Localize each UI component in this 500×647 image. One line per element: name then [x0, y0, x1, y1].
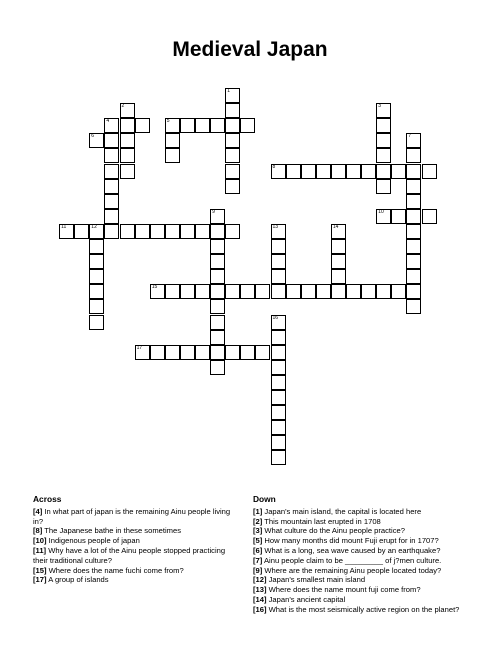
grid-cell[interactable] [422, 164, 437, 179]
grid-cell[interactable] [165, 118, 180, 133]
clue-number-label: 11 [61, 223, 67, 230]
grid-cell[interactable] [271, 375, 286, 390]
clue-number: [14] [253, 594, 267, 604]
grid-cell[interactable] [104, 164, 119, 179]
clue-number-label: 17 [136, 344, 143, 351]
grid-cell[interactable] [271, 254, 286, 269]
grid-cell[interactable] [210, 360, 225, 375]
grid-cell[interactable] [301, 164, 316, 179]
grid-cell[interactable] [195, 345, 210, 360]
grid-cell[interactable] [301, 284, 316, 299]
clue-number: [12] [253, 575, 267, 585]
down-clue [253, 526, 478, 536]
clue-text: In what part of japan is the remaining Ainu people living in? [33, 506, 231, 526]
grid-cell[interactable] [104, 133, 119, 148]
grid-cell[interactable] [74, 224, 89, 239]
grid-cell[interactable] [316, 284, 331, 299]
grid-cell[interactable] [271, 284, 286, 299]
clue-text: Japan's smallest main island [266, 575, 366, 585]
grid-cell[interactable] [346, 164, 361, 179]
grid-cell[interactable] [89, 315, 104, 330]
grid-cell[interactable] [406, 269, 421, 284]
grid-cell[interactable] [406, 133, 421, 148]
down-clue [253, 575, 478, 585]
grid-cell[interactable] [271, 224, 286, 239]
grid-cell[interactable] [150, 345, 165, 360]
clue-number: [1] [253, 506, 263, 516]
grid-cell[interactable] [89, 269, 104, 284]
grid-cell[interactable] [391, 164, 406, 179]
down-clue [253, 585, 478, 595]
grid-cell[interactable] [59, 224, 74, 239]
clue-number-label: 13 [272, 223, 279, 230]
grid-cell[interactable] [210, 254, 225, 269]
grid-cell[interactable] [255, 345, 270, 360]
grid-cell[interactable] [225, 179, 240, 194]
grid-cell[interactable] [376, 179, 391, 194]
grid-cell[interactable] [271, 435, 286, 450]
clue-number: [16] [253, 604, 267, 614]
grid-cell[interactable] [195, 284, 210, 299]
clue-number-label: 10 [378, 208, 384, 215]
grid-cell[interactable] [225, 148, 240, 163]
grid-cell[interactable] [376, 209, 391, 224]
down-clue [253, 566, 478, 576]
grid-cell[interactable] [165, 224, 180, 239]
grid-cell[interactable] [89, 284, 104, 299]
grid-cell[interactable] [225, 103, 240, 118]
grid-cell[interactable] [271, 450, 286, 465]
grid-cell[interactable] [271, 420, 286, 435]
grid-cell[interactable] [104, 194, 119, 209]
grid-cell[interactable] [210, 269, 225, 284]
grid-cell[interactable] [422, 209, 437, 224]
grid-cell[interactable] [376, 164, 391, 179]
clue-text: How many months did mount Fuji erupt for in 1707? [262, 536, 439, 546]
grid-cell[interactable] [210, 299, 225, 314]
grid-cell[interactable] [255, 284, 270, 299]
grid-cell[interactable] [376, 284, 391, 299]
grid-cell[interactable] [376, 103, 391, 118]
clue-number-label: 1 [227, 88, 230, 94]
grid-cell[interactable] [406, 194, 421, 209]
across-clues [33, 495, 233, 585]
grid-cell[interactable] [225, 284, 240, 299]
down-clue-list [253, 507, 478, 615]
grid-cell[interactable] [391, 284, 406, 299]
grid-cell[interactable] [120, 133, 135, 148]
clue-number-label: 7 [408, 133, 412, 140]
grid-cell[interactable] [271, 390, 286, 405]
grid-cell[interactable] [165, 284, 180, 299]
across-clue [33, 526, 233, 536]
grid-cell[interactable] [120, 148, 135, 163]
down-heading: Down [253, 494, 276, 504]
clue-number: [13] [253, 585, 267, 595]
clue-number-label: 6 [91, 133, 95, 140]
grid-cell[interactable] [135, 224, 150, 239]
clue-number-label: 2 [121, 103, 125, 110]
grid-cell[interactable] [391, 209, 406, 224]
clue-text: A group of islands [46, 575, 109, 585]
grid-cell[interactable] [331, 239, 346, 254]
down-clue [253, 536, 478, 546]
clue-number-label: 4 [106, 118, 110, 125]
clue-text: Japan's ancient capital [266, 594, 346, 604]
grid-cell[interactable] [361, 284, 376, 299]
grid-cell[interactable] [376, 148, 391, 163]
grid-cell[interactable] [271, 405, 286, 420]
grid-cell[interactable] [180, 345, 195, 360]
grid-cell[interactable] [331, 164, 346, 179]
clue-number: [3] [253, 526, 263, 536]
grid-cell[interactable] [135, 345, 150, 360]
grid-cell[interactable] [331, 254, 346, 269]
grid-cell[interactable] [89, 299, 104, 314]
across-clue [33, 536, 233, 546]
grid-cell[interactable] [240, 345, 255, 360]
grid-cell[interactable] [271, 164, 286, 179]
grid-cell[interactable] [406, 164, 421, 179]
clue-number: [17] [33, 575, 47, 585]
grid-cell[interactable] [406, 179, 421, 194]
clue-text: The Japanese bathe in these sometimes [42, 526, 182, 536]
down-clue [253, 595, 478, 605]
clue-text: Indigenous people of japan [46, 536, 140, 546]
grid-cell[interactable] [271, 315, 286, 330]
clue-number: [15] [33, 565, 47, 575]
grid-cell[interactable] [89, 254, 104, 269]
clue-number-label: 9 [212, 208, 215, 215]
grid-cell[interactable] [120, 103, 135, 118]
grid-cell[interactable] [240, 118, 255, 133]
grid-cell[interactable] [210, 345, 225, 360]
clue-number: [4] [33, 506, 43, 516]
grid-cell[interactable] [165, 345, 180, 360]
down-clue [253, 546, 478, 556]
clue-number: [8] [33, 526, 43, 536]
grid-cell[interactable] [225, 118, 240, 133]
down-clue [253, 605, 478, 615]
grid-cell[interactable] [104, 118, 119, 133]
clue-number: [11] [33, 545, 47, 555]
clue-text: Where does the name fuchi come from? [46, 565, 184, 575]
grid-cell[interactable] [225, 345, 240, 360]
grid-cell[interactable] [225, 164, 240, 179]
grid-cell[interactable] [331, 284, 346, 299]
clue-number-label: 15 [151, 284, 158, 291]
grid-cell[interactable] [104, 224, 119, 239]
clue-number-label: 5 [166, 118, 170, 125]
grid-cell[interactable] [180, 284, 195, 299]
grid-cell[interactable] [120, 164, 135, 179]
grid-cell[interactable] [180, 118, 195, 133]
clue-number: [9] [253, 565, 263, 575]
grid-cell[interactable] [225, 224, 240, 239]
across-clue-list [33, 507, 233, 585]
grid-cell[interactable] [150, 224, 165, 239]
grid-cell[interactable] [361, 164, 376, 179]
grid-cell[interactable] [286, 164, 301, 179]
grid-cell[interactable] [271, 360, 286, 375]
grid-cell[interactable] [331, 224, 346, 239]
grid-cell[interactable] [210, 224, 225, 239]
grid-cell[interactable] [316, 164, 331, 179]
grid-cell[interactable] [150, 284, 165, 299]
down-clue [253, 507, 478, 517]
grid-cell[interactable] [165, 148, 180, 163]
grid-cell[interactable] [210, 315, 225, 330]
grid-cell[interactable] [104, 209, 119, 224]
clue-number-label: 12 [91, 223, 97, 230]
down-clue [253, 556, 478, 566]
grid-cell[interactable] [210, 284, 225, 299]
down-clues [253, 495, 478, 615]
grid-cell[interactable] [240, 284, 255, 299]
grid-cell[interactable] [406, 224, 421, 239]
grid-cell[interactable] [195, 224, 210, 239]
clue-number-label: 16 [272, 314, 279, 321]
grid-cell[interactable] [89, 133, 104, 148]
across-clue [33, 507, 233, 527]
grid-cell[interactable] [104, 148, 119, 163]
clue-text: Ainu people claim to be _________ of j?men culture. [262, 555, 442, 565]
across-clue [33, 575, 233, 585]
grid-cell[interactable] [271, 269, 286, 284]
clue-number: [10] [33, 536, 47, 546]
grid-cell[interactable] [286, 284, 301, 299]
grid-cell[interactable] [406, 284, 421, 299]
grid-cell[interactable] [210, 118, 225, 133]
clue-number-label: 8 [272, 163, 276, 170]
grid-cell[interactable] [210, 330, 225, 345]
grid-cell[interactable] [165, 133, 180, 148]
clue-text: What culture do the Ainu people practice? [262, 526, 405, 536]
grid-cell[interactable] [271, 345, 286, 360]
grid-cell[interactable] [271, 239, 286, 254]
grid-cell[interactable] [135, 118, 150, 133]
clue-text: What is the most seismically active region on the planet? [266, 604, 460, 614]
clue-text: Japan's main island, the capital is located here [262, 506, 422, 516]
grid-cell[interactable] [331, 269, 346, 284]
grid-cell[interactable] [406, 239, 421, 254]
grid-cell[interactable] [89, 239, 104, 254]
clue-text: This mountain last erupted in 1708 [262, 516, 381, 526]
grid-cell[interactable] [376, 133, 391, 148]
clue-number: [7] [253, 555, 263, 565]
grid-cell[interactable] [120, 224, 135, 239]
clue-text: What is a long, sea wave caused by an earthquake? [262, 545, 441, 555]
grid-cell[interactable] [225, 133, 240, 148]
page-title: Medieval Japan [172, 38, 328, 61]
grid-cell[interactable] [89, 224, 104, 239]
across-heading: Across [33, 494, 62, 504]
grid-cell[interactable] [180, 224, 195, 239]
across-clue [33, 566, 233, 576]
grid-cell[interactable] [376, 118, 391, 133]
grid-cell[interactable] [225, 88, 240, 103]
grid-cell[interactable] [104, 179, 119, 194]
clue-text: Where does the name mount fuji come from? [266, 585, 421, 595]
grid-cell[interactable] [406, 148, 421, 163]
across-clue [33, 546, 233, 566]
clue-number-label: 14 [332, 223, 339, 230]
grid-cell[interactable] [271, 330, 286, 345]
clue-text: Why have a lot of the Ainu people stopped practicing their traditional culture? [33, 545, 226, 565]
grid-cell[interactable] [406, 299, 421, 314]
grid-cell[interactable] [120, 118, 135, 133]
grid-cell[interactable] [210, 209, 225, 224]
clue-number: [2] [253, 516, 263, 526]
clue-number: [6] [253, 545, 263, 555]
grid-cell[interactable] [210, 239, 225, 254]
clue-number-label: 3 [378, 103, 381, 110]
grid-cell[interactable] [406, 254, 421, 269]
clue-number: [5] [253, 536, 263, 546]
grid-cell[interactable] [406, 209, 421, 224]
grid-cell[interactable] [346, 284, 361, 299]
grid-cell[interactable] [195, 118, 210, 133]
down-clue [253, 517, 478, 527]
clue-text: Where are the remaining Ainu people located today? [262, 565, 442, 575]
